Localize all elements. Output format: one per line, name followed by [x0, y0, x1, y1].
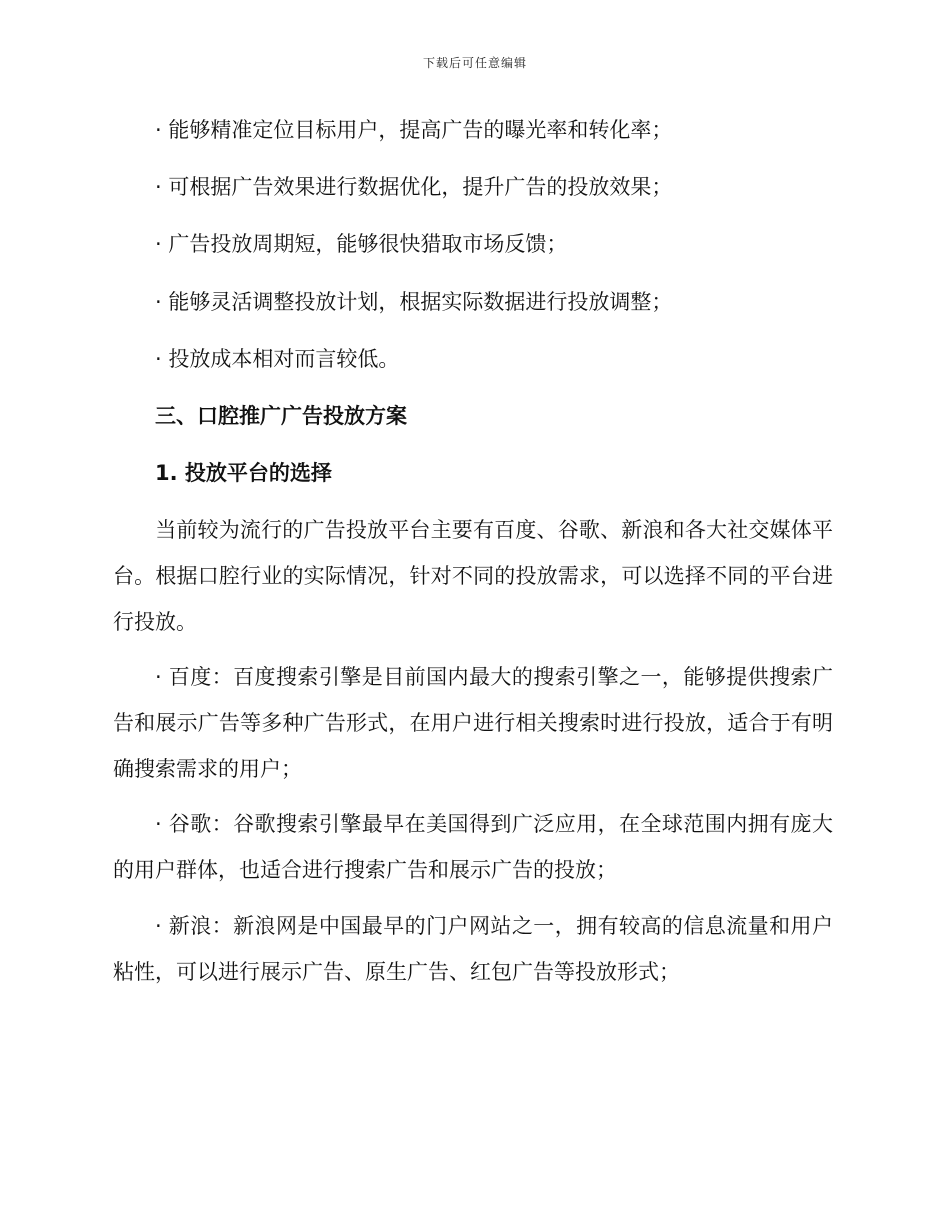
platform-item-sina: [113, 903, 833, 995]
bullet-item: · 广告投放周期短，能够很快猎取市场反馈；: [155, 232, 568, 256]
bullet-item: · 能够灵活调整投放计划，根据实际数据进行投放调整；: [155, 290, 673, 314]
platform-item-text: · 百度：百度搜索引擎是目前国内最大的搜索引擎之一，能够提供搜索广告和展示广告等多种广告形式，在用户进行相关搜索时进行投放，适合于有明确搜索需求的用户；: [113, 665, 833, 781]
bullet-item: · 可根据广告效果进行数据优化，提升广告的投放效果；: [155, 175, 673, 199]
intro-paragraph: [113, 507, 833, 645]
bullet-item: · 投放成本相对而言较低。: [155, 347, 400, 371]
bullet-item: · 能够精准定位目标用户，提高广告的曝光率和转化率；: [155, 118, 673, 142]
subsection-heading: 1. 投放平台的选择: [155, 461, 332, 485]
platform-item-baidu: [113, 654, 833, 792]
intro-paragraph-text: 当前较为流行的广告投放平台主要有百度、谷歌、新浪和各大社交媒体平台。根据口腔行业的实际情况，针对不同的投放需求，可以选择不同的平台进行投放。: [113, 518, 833, 634]
platform-item-google: [113, 801, 833, 893]
section-heading: 三、口腔推广广告投放方案: [155, 404, 407, 428]
platform-item-text: · 谷歌：谷歌搜索引擎最早在美国得到广泛应用，在全球范围内拥有庞大的用户群体，也适合进行搜索广告和展示广告的投放；: [113, 812, 833, 882]
header-note: 下载后可任意编辑: [422, 56, 527, 70]
platform-item-text: · 新浪：新浪网是中国最早的门户网站之一，拥有较高的信息流量和用户粘性，可以进行展示广告、原生广告、红包广告等投放形式；: [113, 914, 833, 984]
